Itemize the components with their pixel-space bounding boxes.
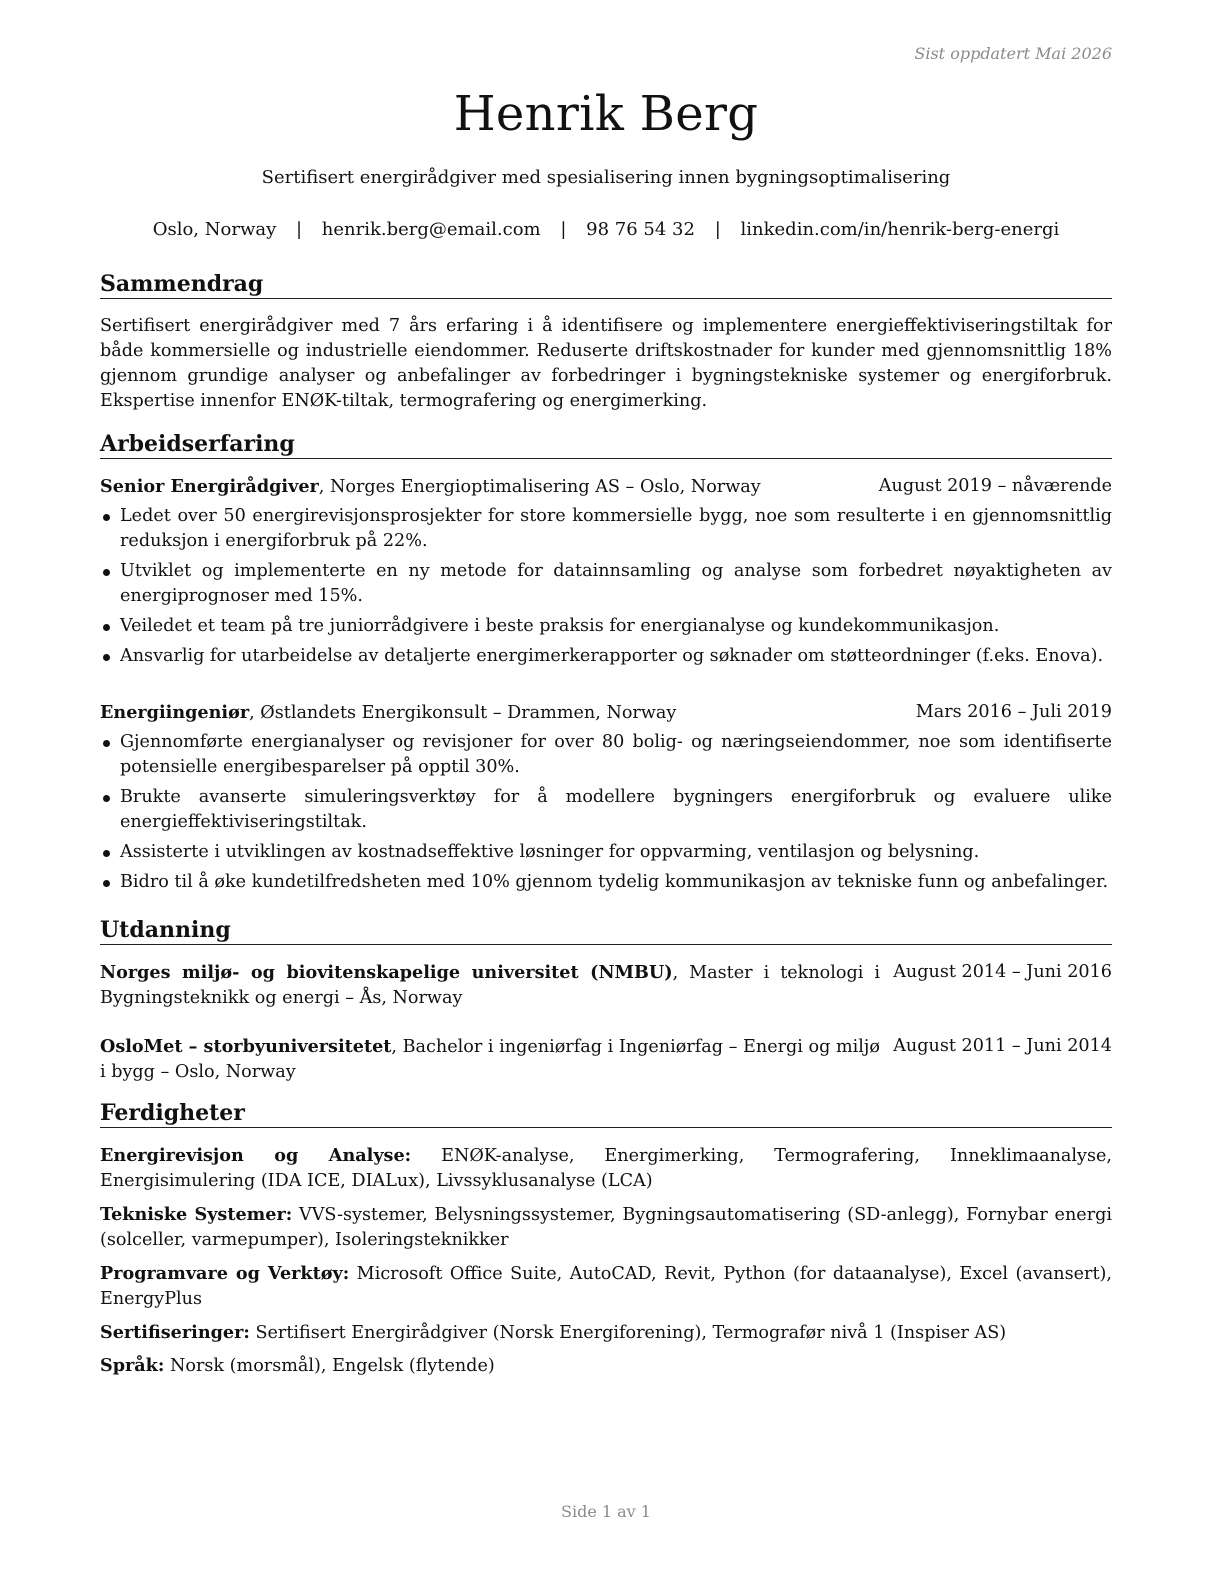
section-title-experience: Arbeidserfaring — [100, 431, 1112, 459]
job-company: , Norges Energioptimalisering AS – Oslo, Norway — [318, 477, 761, 497]
contact-separator: | — [714, 219, 721, 240]
education-detail: , Bachelor i ingeniørfag i Ingeniørfag – Energi og miljø i bygg – Oslo, Norway — [100, 1037, 880, 1082]
skill-value: VVS-systemer, Belysningssystemer, Bygningsautomatisering (SD-anlegg), Fornybar energi (solceller, varmepumper), Isoleringsteknikker — [100, 1205, 1112, 1250]
job-role: Senior Energirådgiver — [100, 476, 319, 497]
tagline: Sertifisert energirådgiver med spesialisering innen bygningsoptimalisering — [261, 167, 951, 188]
skill-value: Sertifisert Energirådgiver (Norsk Energiforening), Termografør nivå 1 (Inspiser AS) — [249, 1323, 1007, 1343]
skill-label: Energirevisjon og Analyse: — [100, 1145, 412, 1166]
list-item: Ledet over 50 energirevisjonsprosjekter for store kommersielle bygg, noe som resulterte i en gjennomsnittlig reduksjon i energiforbruk på 22%. — [100, 504, 1112, 554]
skill-value: Norsk (morsmål), Engelsk (flytende) — [164, 1356, 495, 1376]
education-item — [100, 1034, 1112, 1085]
education-text — [100, 960, 880, 1011]
contact-linkedin[interactable]: linkedin.com/in/henrik-berg-energi — [740, 219, 1060, 240]
skill-row — [100, 1143, 1112, 1194]
skill-label: Tekniske Systemer: — [100, 1204, 293, 1225]
contact-phone: 98 76 54 32 — [586, 219, 695, 240]
list-item: Assisterte i utviklingen av kostnadseffektive løsninger for oppvarming, ventilasjon og belysning. — [100, 840, 1112, 865]
job-company: , Østlandets Energikonsult – Drammen, Norway — [249, 703, 677, 723]
resume-page — [100, 0, 1112, 1584]
job-dates: August 2019 – nåværende — [878, 476, 1112, 496]
skill-label: Sertifiseringer: — [100, 1322, 250, 1343]
candidate-name: Henrik Berg — [453, 86, 759, 142]
skill-row — [100, 1353, 1112, 1379]
skill-label: Programvare og Verktøy: — [100, 1263, 350, 1284]
skill-row — [100, 1202, 1112, 1253]
section-title-summary: Sammendrag — [100, 271, 1112, 299]
list-item: Ansvarlig for utarbeidelse av detaljerte energimerkerapporter og søknader om støtteordninger (f.eks. Enova). — [100, 644, 1112, 669]
list-item: Utviklet og implementerte en ny metode for datainnsamling og analyse som forbedret nøyaktigheten av energiprognoser med 15%. — [100, 559, 1112, 609]
list-item: Brukte avanserte simuleringsverktøy for å modellere bygningers energiforbruk og evaluere ulike energieffektiviseringstiltak. — [100, 785, 1112, 835]
list-item: Gjennomførte energianalyser og revisjoner for over 80 bolig- og næringseiendommer, noe som identifiserte potensielle energibesparelser på opptil 30%. — [100, 730, 1112, 780]
job-header — [100, 474, 1112, 500]
last-updated: Sist oppdatert Mai 2026 — [914, 44, 1112, 63]
list-item: Bidro til å øke kundetilfredsheten med 10% gjennom tydelig kommunikasjon av tekniske funn og anbefalinger. — [100, 870, 1112, 895]
list-item: Veiledet et team på tre juniorrådgivere i beste praksis for energianalyse og kundekommunikasjon. — [100, 614, 1112, 639]
skill-row — [100, 1320, 1112, 1346]
education-text — [100, 1034, 880, 1085]
contact-line — [100, 219, 1112, 240]
job-header — [100, 700, 1112, 726]
page-number: Side 1 av 1 — [561, 1502, 651, 1521]
education-item — [100, 960, 1112, 1011]
contact-separator: | — [560, 219, 567, 240]
contact-separator: | — [295, 219, 303, 240]
job-bullets — [100, 730, 1112, 900]
skill-row — [100, 1261, 1112, 1312]
education-detail: , Master i teknologi i Bygningsteknikk og energi – Ås, Norway — [100, 963, 880, 1008]
contact-location: Oslo, Norway — [152, 219, 277, 240]
skill-value: Microsoft Office Suite, AutoCAD, Revit, Python (for dataanalyse), Excel (avansert), EnergyPlus — [100, 1264, 1112, 1309]
job-bullets — [100, 504, 1112, 674]
skill-label: Språk: — [100, 1355, 165, 1376]
education-school: OsloMet – storbyuniversitetet — [100, 1036, 392, 1057]
job-role: Energiingeniør — [100, 702, 250, 723]
summary-text: Sertifisert energirådgiver med 7 års erfaring i å identifisere og implementere energieffektiviseringstiltak for både kommersielle og industrielle eiendommer. Reduserte driftskostnader for kunder med gjennomsnittlig 18% gjennom grundige analyser og anbefalinger av forbedringer i bygningstekniske systemer og energiforbruk. Ekspertise innenfor ENØK-tiltak, termografering og energimerking. — [100, 316, 1112, 411]
section-title-education: Utdanning — [100, 917, 1112, 945]
contact-email[interactable]: henrik.berg@email.com — [321, 219, 541, 240]
education-dates: August 2014 – Juni 2016 — [893, 962, 1112, 982]
section-title-skills: Ferdigheter — [100, 1100, 1112, 1128]
job-dates: Mars 2016 – Juli 2019 — [915, 702, 1112, 722]
education-school: Norges miljø- og biovitenskapelige universitet (NMBU) — [100, 962, 673, 983]
skill-value: ENØK-analyse, Energimerking, Termografering, Inneklimaanalyse, Energisimulering (IDA ICE, DIALux), Livssyklusanalyse (LCA) — [100, 1146, 1112, 1191]
education-dates: August 2011 – Juni 2014 — [893, 1036, 1112, 1056]
